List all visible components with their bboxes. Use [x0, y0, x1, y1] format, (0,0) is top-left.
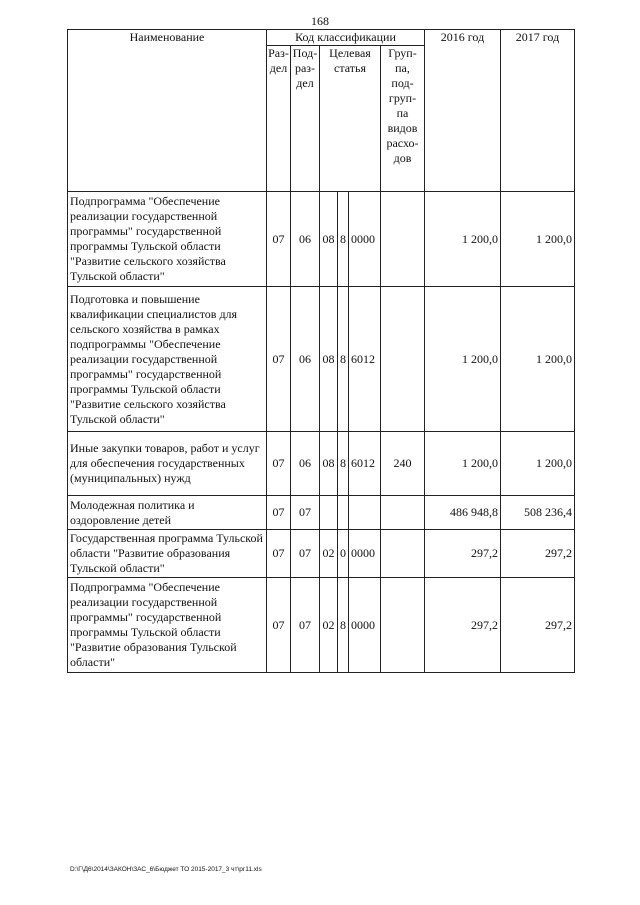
- row-target-a: 02: [320, 578, 338, 673]
- page-number: 168: [311, 14, 329, 28]
- header-name: Наименование: [68, 30, 267, 192]
- row-value-2017: 1 200,0: [501, 287, 575, 432]
- row-value-2017: 1 200,0: [501, 192, 575, 287]
- row-subsection: 07: [291, 578, 320, 673]
- row-value-2016: 1 200,0: [425, 432, 501, 496]
- table-row: [68, 578, 575, 673]
- row-value-2016: 1 200,0: [425, 287, 501, 432]
- header-year-2017: 2017 год: [501, 30, 575, 192]
- row-target-a: 08: [320, 287, 338, 432]
- row-name: Молодежная политика и оздоровление детей: [68, 496, 267, 530]
- row-target-b: 8: [338, 192, 349, 287]
- budget-table: [67, 29, 575, 673]
- header-row-1: [68, 30, 575, 46]
- table-row: [68, 287, 575, 432]
- row-target-c: 6012: [349, 287, 381, 432]
- row-value-2016: 297,2: [425, 530, 501, 578]
- row-target-b: 8: [338, 287, 349, 432]
- row-target-b: 0: [338, 530, 349, 578]
- row-expense-group: [381, 287, 425, 432]
- row-expense-group: [381, 192, 425, 287]
- table-row: [68, 496, 575, 530]
- row-value-2016: 297,2: [425, 578, 501, 673]
- row-target-c: 0000: [349, 578, 381, 673]
- row-target-a: [320, 496, 338, 530]
- row-target-a: 08: [320, 192, 338, 287]
- row-section: 07: [267, 432, 291, 496]
- header-section: Раз- дел: [267, 46, 291, 192]
- row-target-c: 6012: [349, 432, 381, 496]
- row-target-b: 8: [338, 432, 349, 496]
- row-value-2017: 508 236,4: [501, 496, 575, 530]
- row-subsection: 07: [291, 530, 320, 578]
- row-subsection: 06: [291, 287, 320, 432]
- header-year-2016: 2016 год: [425, 30, 501, 192]
- row-expense-group: 240: [381, 432, 425, 496]
- row-name: Государственная программа Тульской области "Развитие образования Тульской области": [68, 530, 267, 578]
- row-name: Подпрограмма "Обеспечение реализации государственной программы" государственной программы Тульской области "Развитие образования Тульской области": [68, 578, 267, 673]
- row-target-b: [338, 496, 349, 530]
- row-subsection: 06: [291, 432, 320, 496]
- row-subsection: 06: [291, 192, 320, 287]
- header-subsection: Под- раз- дел: [291, 46, 320, 192]
- table-row: [68, 432, 575, 496]
- row-target-c: 0000: [349, 530, 381, 578]
- row-subsection: 07: [291, 496, 320, 530]
- row-expense-group: [381, 578, 425, 673]
- row-section: 07: [267, 530, 291, 578]
- row-section: 07: [267, 287, 291, 432]
- row-target-c: [349, 496, 381, 530]
- row-target-b: 8: [338, 578, 349, 673]
- row-value-2016: 1 200,0: [425, 192, 501, 287]
- row-section: 07: [267, 578, 291, 673]
- row-section: 07: [267, 496, 291, 530]
- row-target-c: 0000: [349, 192, 381, 287]
- header-code-classification: Код классификации: [267, 30, 425, 46]
- table-row: [68, 192, 575, 287]
- row-name: Подготовка и повышение квалификации специалистов для сельского хозяйства в рамках подпрограммы "Обеспечение реализации государственной программы" государственной программы Тульской области "Развитие сельского хозяйства Тульской области": [68, 287, 267, 432]
- header-target-article: Целевая статья: [320, 46, 381, 192]
- row-target-a: 08: [320, 432, 338, 496]
- row-value-2016: 486 948,8: [425, 496, 501, 530]
- row-value-2017: 297,2: [501, 578, 575, 673]
- row-name: Подпрограмма "Обеспечение реализации государственной программы" государственной программы Тульской области "Развитие сельского хозяйства Тульской области": [68, 192, 267, 287]
- row-section: 07: [267, 192, 291, 287]
- row-expense-group: [381, 496, 425, 530]
- row-value-2017: 1 200,0: [501, 432, 575, 496]
- table-row: [68, 530, 575, 578]
- file-path-footer: D:\Г\Д6\2014\ЗАКОН\ЗАС_6\Бюджет ТО 2015-2017_3 чт\рг11.xls: [70, 866, 262, 873]
- header-expense-group: Груп- па, под- груп- па видов расхо- дов: [381, 46, 425, 192]
- row-target-a: 02: [320, 530, 338, 578]
- row-value-2017: 297,2: [501, 530, 575, 578]
- row-expense-group: [381, 530, 425, 578]
- row-name: Иные закупки товаров, работ и услуг для обеспечения государственных (муниципальных) нужд: [68, 432, 267, 496]
